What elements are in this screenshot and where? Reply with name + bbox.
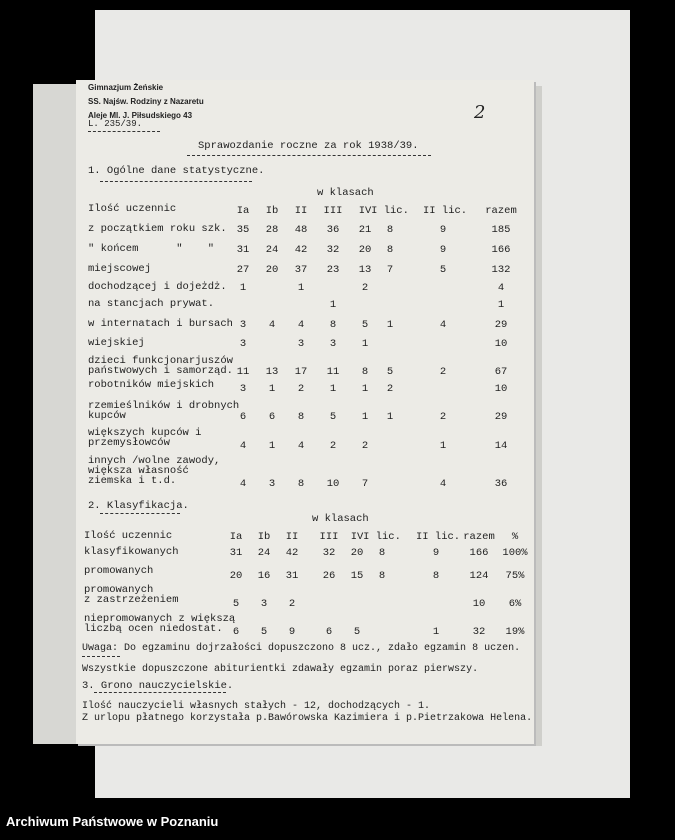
column-header: Ia (229, 531, 243, 543)
table-cell: 6% (508, 598, 522, 610)
table-cell: 5 (232, 598, 240, 610)
table-cell: 4 (239, 440, 247, 452)
row-label: promowanych (84, 565, 154, 577)
table-cell: 37 (294, 264, 308, 276)
table-cell: 32 (472, 626, 486, 638)
table-cell: 6 (239, 411, 247, 423)
table-cell: 4 (439, 478, 447, 490)
row-label: innych /wolne zawody, większa własność ziemska i t.d. (88, 455, 221, 487)
table-cell: 13 (358, 264, 372, 276)
table-cell: 36 (494, 478, 508, 490)
table-cell: 11 (236, 366, 250, 378)
archive-footer: Archiwum Państwowe w Poznaniu (6, 814, 219, 829)
table-cell: 185 (491, 224, 511, 236)
table-cell: 36 (326, 224, 340, 236)
table-cell: 31 (285, 570, 299, 582)
table-cell: 6 (232, 626, 240, 638)
table-cell: 8 (432, 570, 440, 582)
table-cell: 10 (494, 338, 508, 350)
table-cell: 5 (260, 626, 268, 638)
table-cell: 4 (297, 440, 305, 452)
table-cell: 166 (491, 244, 511, 256)
table-cell: 2 (361, 440, 369, 452)
table-cell: 9 (439, 244, 447, 256)
row-label: wiejskiej (88, 337, 145, 349)
table-cell: 5 (361, 319, 369, 331)
column-header: % (511, 531, 519, 543)
table-cell: 9 (439, 224, 447, 236)
table-cell: 3 (260, 598, 268, 610)
table-cell: 7 (386, 264, 394, 276)
section2-row-header: Ilość uczennic (84, 530, 173, 542)
table-cell: 24 (257, 547, 271, 559)
table-cell: 2 (361, 282, 369, 294)
table-cell: 10 (472, 598, 486, 610)
table-cell: 132 (491, 264, 511, 276)
row-label: w internatach i bursach (88, 318, 233, 330)
table-cell: 100% (502, 547, 528, 559)
table-cell: 20 (358, 244, 372, 256)
row-label: większych kupców i przemysłowców (88, 427, 202, 449)
table-cell: 3 (239, 383, 247, 395)
table-cell: 1 (386, 319, 394, 331)
table-cell: 1 (239, 282, 247, 294)
table-cell: 24 (265, 244, 279, 256)
note-underline (82, 656, 120, 657)
school-address: Aleje Ml. J. Piłsudskiego 43 (88, 111, 193, 120)
table-cell: 8 (329, 319, 337, 331)
table-cell: 48 (294, 224, 308, 236)
section1-group-header: w klasach (317, 187, 374, 199)
column-header: razem (485, 205, 517, 217)
column-header: IV (358, 205, 372, 217)
table-cell: 13 (265, 366, 279, 378)
column-header: Ia (236, 205, 250, 217)
table-cell: 3 (297, 338, 305, 350)
column-header: II lic. (416, 531, 461, 543)
table-cell: 23 (326, 264, 340, 276)
table-cell: 3 (268, 478, 276, 490)
header-underline (88, 131, 160, 132)
table-cell: 67 (494, 366, 508, 378)
table-cell: 21 (358, 224, 372, 236)
table-cell: 10 (494, 383, 508, 395)
table-cell: 4 (439, 319, 447, 331)
table-cell: 14 (494, 440, 508, 452)
table-cell: 5 (353, 626, 361, 638)
table-cell: 4 (497, 282, 505, 294)
congregation-name: SS. Najśw. Rodziny z Nazaretu (88, 97, 204, 106)
page-number: 2 (474, 102, 486, 123)
table-cell: 1 (329, 299, 337, 311)
table-cell: 19% (505, 626, 525, 638)
section2-group-header: w klasach (312, 513, 369, 525)
table-cell: 31 (229, 547, 243, 559)
row-label: miejscowej (88, 263, 152, 275)
table-cell: 28 (265, 224, 279, 236)
table-cell: 7 (361, 478, 369, 490)
table-cell: 2 (329, 440, 337, 452)
column-header: Ib (265, 205, 279, 217)
column-header: I lic. (363, 531, 401, 543)
table-cell: 17 (294, 366, 308, 378)
table-cell: 1 (329, 383, 337, 395)
row-label: rzemieślników i drobnych kupców (88, 400, 240, 422)
table-cell: 1 (497, 299, 505, 311)
table-cell: 5 (329, 411, 337, 423)
row-label: klasyfikowanych (84, 546, 179, 558)
table-cell: 4 (297, 319, 305, 331)
section2-underline (100, 513, 180, 514)
row-label: niepromowanych z większą liczbą ocen niedostat. (84, 613, 236, 635)
page-edge (534, 86, 542, 746)
table-cell: 8 (297, 478, 305, 490)
table-cell: 20 (350, 547, 364, 559)
table-cell: 4 (239, 478, 247, 490)
table-cell: 1 (386, 411, 394, 423)
table-cell: 32 (326, 244, 340, 256)
table-cell: 29 (494, 411, 508, 423)
table-cell: 8 (386, 224, 394, 236)
table-cell: 20 (265, 264, 279, 276)
note-abiturients: Wszystkie dopuszczone abiturientki zdawały egzamin poraz pierwszy. (82, 664, 479, 675)
table-cell: 10 (326, 478, 340, 490)
column-header: III (323, 205, 343, 217)
section1-underline (100, 181, 252, 182)
table-cell: 3 (239, 338, 247, 350)
row-label: promowanych z zastrzeżeniem (84, 584, 179, 606)
table-cell: 32 (322, 547, 336, 559)
row-label: dochodzącej i dojeżdż. (88, 281, 227, 293)
table-cell: 3 (329, 338, 337, 350)
row-label: z początkiem roku szk. (88, 223, 227, 235)
table-cell: 11 (326, 366, 340, 378)
row-label: " końcem " " (88, 243, 215, 255)
table-cell: 4 (268, 319, 276, 331)
row-label: na stancjach prywat. (88, 298, 215, 310)
table-cell: 6 (325, 626, 333, 638)
table-cell: 27 (236, 264, 250, 276)
table-cell: 8 (378, 570, 386, 582)
table-cell: 42 (294, 244, 308, 256)
column-header: Ib (257, 531, 271, 543)
table-cell: 29 (494, 319, 508, 331)
table-cell: 2 (439, 366, 447, 378)
table-cell: 26 (322, 570, 336, 582)
table-cell: 75% (505, 570, 525, 582)
reference-number: L. 235/39. (88, 119, 143, 129)
row-label: robotników miejskich (88, 379, 215, 391)
table-cell: 15 (350, 570, 364, 582)
section1-title: 1. Ogólne dane statystyczne. (88, 165, 265, 177)
table-cell: 9 (432, 547, 440, 559)
table-cell: 8 (386, 244, 394, 256)
table-cell: 6 (268, 411, 276, 423)
section1-row-header: Ilość uczennic (88, 203, 177, 215)
table-cell: 8 (361, 366, 369, 378)
table-cell: 1 (268, 383, 276, 395)
row-label: dzieci funkcjonarjuszów państwowych i samorząd. (88, 355, 233, 377)
table-cell: 124 (469, 570, 489, 582)
title-underline (187, 155, 431, 156)
leave-line: Z urlopu płatnego korzystała p.Bawórowska Kazimiera i p.Pietrzakowa Helena. (82, 713, 533, 724)
table-cell: 8 (297, 411, 305, 423)
column-header: II (285, 531, 299, 543)
section2-title: 2. Klasyfikacja. (88, 500, 189, 512)
table-cell: 2 (439, 411, 447, 423)
table-cell: 2 (386, 383, 394, 395)
column-header: II lic. (423, 205, 468, 217)
table-cell: 1 (268, 440, 276, 452)
section3-underline (94, 692, 226, 693)
table-cell: 35 (236, 224, 250, 236)
table-cell: 9 (288, 626, 296, 638)
table-cell: 8 (378, 547, 386, 559)
column-header: I lic. (371, 205, 409, 217)
table-cell: 1 (361, 411, 369, 423)
table-cell: 5 (439, 264, 447, 276)
school-name: Gimnazjum Żeńskie (88, 83, 164, 92)
section3-title: 3. Grono nauczycielskie. (82, 680, 234, 692)
table-cell: 166 (469, 547, 489, 559)
table-cell: 1 (439, 440, 447, 452)
table-cell: 3 (239, 319, 247, 331)
column-header: IV (350, 531, 364, 543)
column-header: II (294, 205, 308, 217)
column-header: razem (463, 531, 495, 543)
table-cell: 42 (285, 547, 299, 559)
table-cell: 1 (361, 383, 369, 395)
column-header: III (319, 531, 339, 543)
table-cell: 1 (361, 338, 369, 350)
teachers-line: Ilość nauczycieli własnych stałych - 12, dochodzących - 1. (82, 701, 431, 712)
note-exam: Uwaga: Do egzaminu dojrzałości dopuszczono 8 ucz., zdało egzamin 8 uczen. (82, 643, 521, 654)
table-cell: 16 (257, 570, 271, 582)
table-cell: 1 (297, 282, 305, 294)
report-title: Sprawozdanie roczne za rok 1938/39. (198, 140, 419, 152)
table-cell: 1 (432, 626, 440, 638)
table-cell: 31 (236, 244, 250, 256)
table-cell: 2 (288, 598, 296, 610)
table-cell: 5 (386, 366, 394, 378)
table-cell: 20 (229, 570, 243, 582)
table-cell: 2 (297, 383, 305, 395)
